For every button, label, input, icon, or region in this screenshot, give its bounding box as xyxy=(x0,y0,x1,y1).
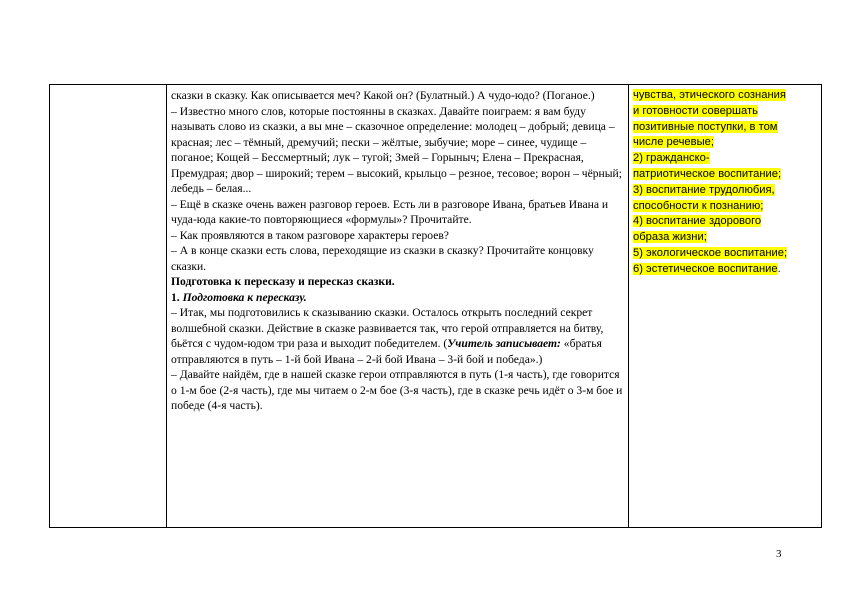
page-number: 3 xyxy=(776,548,782,560)
content-paragraph: – Как проявляются в таком разговоре характеры героев? xyxy=(171,228,449,242)
step-number: 1. xyxy=(171,290,180,304)
section-heading: Подготовка к пересказу и пересказ сказки. xyxy=(171,275,395,288)
objective-line: патриотическое воспитание; xyxy=(633,167,782,180)
objectives-column xyxy=(629,85,821,527)
lesson-content-column xyxy=(167,85,629,527)
lesson-table xyxy=(49,84,822,528)
objective-line: способности к познанию; xyxy=(633,199,764,212)
objective-line: 5) экологическое воспитание; xyxy=(633,246,788,259)
content-paragraph: – Ещё в сказке очень важен разговор героев. Есть ли в разговоре Ивана, братьев Ивана и чуда-юда какие-то повторяющиеся «формулы»? Прочитайте. xyxy=(171,197,609,226)
content-paragraph: – А в конце сказки есть слова, переходящие из сказки в сказку? Прочитайте концовку сказки. xyxy=(171,244,594,273)
paragraph-text: – Итак, мы подготовились к сказыванию сказки. Осталось открыть последний секрет волшебной сказки. Действие в сказке развивается так, что герой отправляется на битву, бьётся с чудом-юдом три раза и выходит победителем. ( xyxy=(171,306,604,350)
objective-line: позитивные поступки, в том xyxy=(633,120,778,133)
empty-column xyxy=(50,85,167,527)
objective-line: образа жизни; xyxy=(633,231,707,244)
content-paragraph: – Известно много слов, которые постоянны в сказках. Давайте поиграем: я вам буду называть слово из сказки, а вы мне – сказочное определение: молодец – добрый; девица – красная; лес – тёмный, дремучий; пески – жёлтые, зыбучие; море – синее, чудище – поганое; Кощей – Бессмертный; лук – тугой; Змей – Горыныч; Елена – Прекрасная, Премудрая; двор – широкий; терем – высокий, крыльцо – резное, тесовое; ворон – чёрный; лебедь – белая... xyxy=(171,104,622,195)
step-title: Подготовка к пересказу. xyxy=(182,290,307,304)
objective-line: 3) воспитание трудолюбия, xyxy=(633,183,775,196)
content-paragraph xyxy=(171,305,624,367)
trailing-dot: . xyxy=(777,262,781,275)
objective-line: и готовности совершать xyxy=(633,104,758,117)
objective-line: 4) воспитание здорового xyxy=(633,215,762,228)
objective-line: чувства, этического сознания xyxy=(633,89,786,101)
teacher-writes-label: Учитель записывает: xyxy=(447,337,561,350)
teacher-note: «братья отправляются в путь – 1-й бой Ивана – 2-й бой Ивана – 3-й бой и победа».) xyxy=(171,337,602,366)
step-heading xyxy=(171,290,624,306)
objective-line: числе речевые; xyxy=(633,136,714,149)
objective-line: 6) эстетическое воспитание. xyxy=(633,262,781,275)
content-paragraph: – Давайте найдём, где в нашей сказке герои отправляются в путь (1-я часть), где говорится о 1-м бое (2-я часть), где мы читаем о 2-м бое (3-я часть), где в сказке речь идёт о 3-м бое и победе (4-я часть). xyxy=(171,368,623,412)
content-paragraph: сказки в сказку. Как описывается меч? Какой он? (Булатный.) А чудо-юдо? (Поганое.) xyxy=(171,89,595,102)
objective-line: 2) гражданско- xyxy=(633,152,710,165)
